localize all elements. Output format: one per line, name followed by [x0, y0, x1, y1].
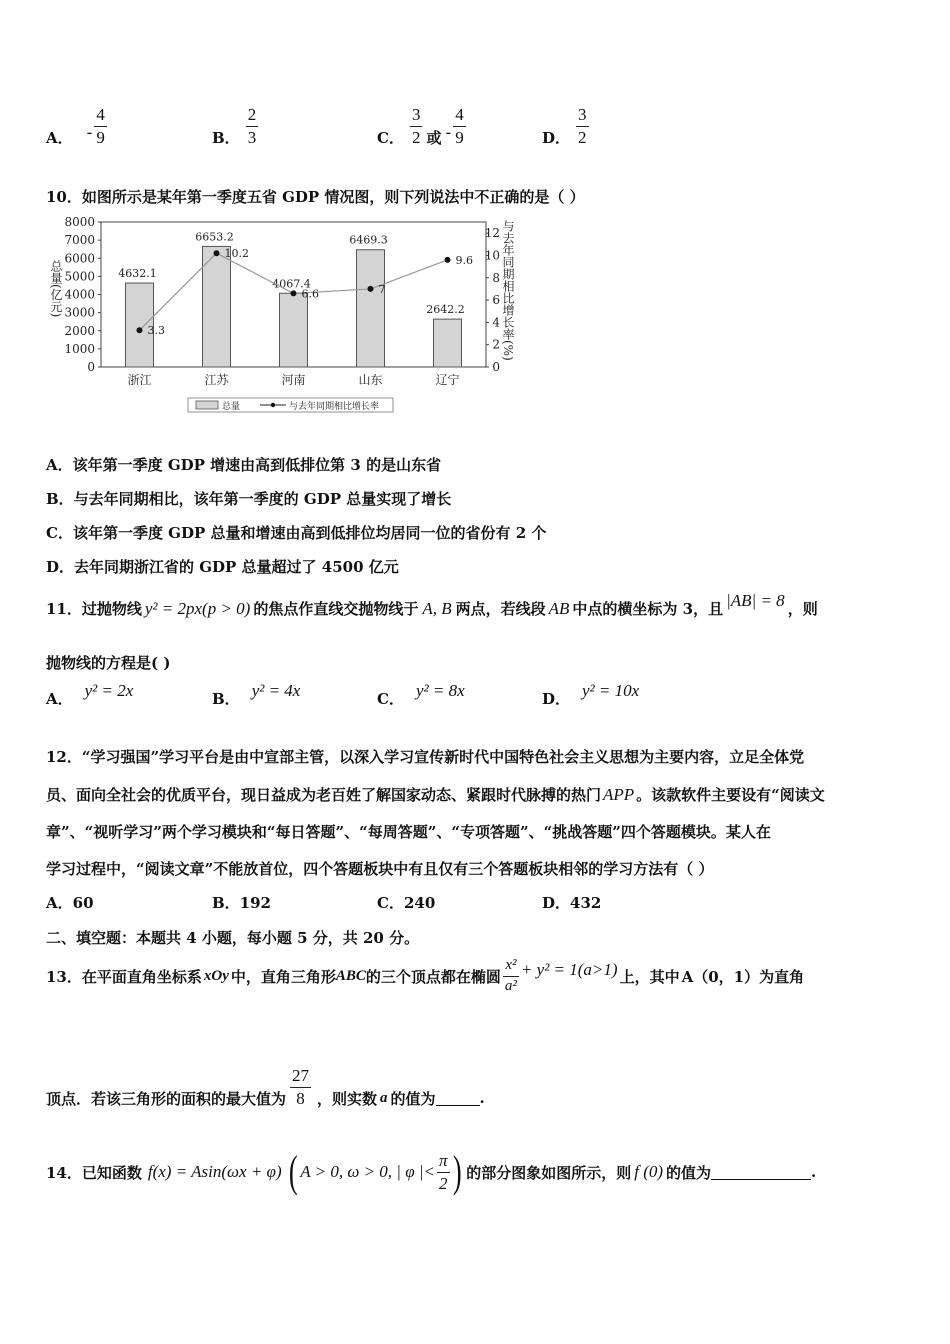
q13-text: 中，直角三角形 [230, 967, 336, 986]
y2-tick-label: 10 [484, 248, 500, 263]
section-heading: 二、填空题：本题共 4 小题，每小题 5 分，共 20 分。 [46, 929, 420, 947]
bar-value-label: 6653.2 [195, 230, 234, 244]
y-tick-label: 8000 [64, 215, 95, 229]
q13-text: 13．在平面直角坐标系 [46, 967, 202, 986]
answer-blank[interactable] [711, 1165, 811, 1180]
q11-text: 的焦点作直线交抛物线于 [253, 600, 419, 618]
q14-period: . [811, 1163, 817, 1181]
option-letter: A． [46, 128, 73, 147]
growth-label: 9.6 [455, 253, 473, 267]
x-tick-label: 浙江 [127, 373, 152, 387]
q11-stem-line1 [46, 590, 818, 619]
numerator: 4 [453, 106, 466, 127]
q14-text: 的值为 [666, 1163, 712, 1182]
denominator: 9 [96, 127, 105, 147]
denominator: 2 [411, 127, 421, 147]
growth-point [445, 257, 451, 263]
legend-label: 总量 [222, 402, 241, 412]
y2-tick-label: 6 [492, 293, 500, 308]
x-tick-label: 江苏 [204, 373, 229, 387]
option-equation: y² = 2x [84, 681, 134, 700]
numerator: 3 [410, 106, 423, 127]
y-tick-label: 5000 [64, 269, 95, 284]
growth-label: 7 [378, 282, 386, 296]
q9-option-c[interactable] [377, 100, 466, 152]
growth-point [368, 286, 374, 292]
y-tick-label: 3000 [64, 305, 95, 320]
q11-text: 两点，若线段 [455, 600, 546, 618]
q10-option-b[interactable]: B．与去年同期相比，该年第一季度的 GDP 总量实现了增长 [46, 490, 452, 508]
q12-line1: 12．“学习强国”学习平台是由中宣部主管，以深入学习宣传新时代中国特色社会主义思想为主要内容，立足全体党 [46, 748, 805, 766]
connector: 或 [426, 128, 442, 147]
ellipse-fraction [503, 958, 519, 995]
y2-tick-label: 4 [492, 315, 500, 330]
numerator: 4 [94, 106, 107, 127]
minus-sign: - [86, 123, 93, 143]
q13-line2 [46, 1062, 485, 1112]
option-letter: A． [46, 690, 73, 708]
option-letter: D． [542, 690, 571, 708]
numerator: 27 [290, 1067, 311, 1088]
denominator: 2 [439, 1173, 448, 1193]
q14-line [46, 1146, 816, 1198]
fraction [94, 106, 107, 147]
q13-line1 [46, 950, 804, 1002]
legend-line-marker [271, 403, 275, 407]
option-letter: D． [542, 128, 571, 147]
option-letter: B． [212, 128, 240, 147]
q11-text: 中点的横坐标为 3，且 [572, 600, 724, 618]
q11-option-c[interactable] [377, 681, 465, 709]
x-tick-label: 山东 [358, 373, 383, 387]
fraction [410, 106, 423, 147]
ellipse-equation: + y² = 1(a>1) [520, 960, 618, 979]
q13-text: ，则实数 [317, 1089, 378, 1108]
abc-term: ABC [335, 967, 366, 984]
numerator: π [437, 1152, 450, 1173]
option-letter: C． [377, 690, 404, 708]
fraction [576, 106, 589, 147]
y2-tick-label: 0 [492, 360, 500, 374]
x-tick-label: 辽宁 [435, 373, 460, 387]
numerator: x² [503, 958, 518, 977]
y2-axis-label: 与去年同期相比增长率(%) [501, 220, 515, 361]
q12-line2 [46, 784, 825, 805]
growth-label: 10.2 [224, 247, 249, 261]
q9-option-b[interactable] [212, 100, 258, 152]
parabola-equation: y² = 2px(p > 0) [144, 598, 251, 618]
q13-text: 的值为 [390, 1089, 436, 1108]
fraction [246, 106, 259, 147]
function-expression: f(x) = Asin(ωx + φ) [147, 1162, 282, 1181]
y2-tick-label: 8 [492, 270, 500, 285]
y-axis-label: 总量(亿元) [49, 260, 63, 318]
app-term: APP [603, 785, 635, 804]
q10-option-d[interactable]: D．去年同期浙江省的 GDP 总量超过了 4500 亿元 [46, 558, 399, 576]
q13-text: 的三个顶点都在椭圆 [365, 967, 501, 986]
segment-ab: AB [548, 598, 570, 618]
right-paren: ) [452, 1147, 462, 1196]
bar [280, 293, 308, 367]
y-tick-label: 6000 [64, 251, 95, 266]
denominator: a² [504, 977, 517, 994]
q9-option-a[interactable] [46, 100, 107, 152]
bar-value-label: 2642.2 [426, 303, 465, 317]
q11-option-d[interactable] [542, 681, 640, 709]
minus-sign: - [445, 123, 452, 143]
denominator: 9 [455, 127, 464, 147]
growth-point [291, 290, 297, 296]
option-equation: y² = 10x [582, 681, 640, 700]
q13-text: 顶点．若该三角形的面积的最大值为 [46, 1089, 287, 1108]
y-tick-label: 2000 [64, 323, 95, 338]
pi-fraction [437, 1152, 450, 1193]
q13-period: . [479, 1089, 485, 1107]
y2-tick-label: 12 [484, 226, 500, 241]
q12-text: 。该款软件主要设有“阅读文 [636, 786, 825, 804]
condition-expression: A > 0, ω > 0, | φ |< [300, 1162, 436, 1181]
q14-text: 的部分图象如图所示，则 [466, 1163, 632, 1182]
bar [357, 250, 385, 367]
q11-text: ，则 [787, 600, 818, 618]
legend-label: 与去年同期相比增长率 [289, 402, 380, 412]
growth-point [137, 327, 143, 333]
y-tick-label: 1000 [64, 341, 95, 356]
denominator: 8 [296, 1088, 305, 1108]
q10-option-a[interactable]: A．该年第一季度 GDP 增速由高到低排位第 3 的是山东省 [46, 456, 442, 474]
option-letter: C． [377, 128, 404, 147]
fraction [453, 106, 466, 147]
y-tick-label: 4000 [64, 287, 95, 302]
gdp-chart [46, 212, 546, 422]
q12-option-c[interactable]: C．240 [377, 894, 436, 912]
option-equation: y² = 8x [415, 681, 465, 700]
legend-bar-swatch [196, 401, 218, 409]
q13-text: A（0，1）为直角 [681, 967, 805, 986]
growth-point [214, 250, 220, 256]
f0-expression: f (0) [634, 1162, 664, 1181]
y2-tick-label: 2 [492, 337, 500, 352]
q9-option-d[interactable] [542, 100, 589, 152]
q11-option-a[interactable] [46, 681, 134, 709]
q11-prefix: 11．过抛物线 [46, 600, 142, 618]
q12-line4: 学习过程中，“阅读文章”不能放首位，四个答题板块中有且仅有三个答题板块相邻的学习方法有（ ） [46, 860, 714, 878]
q14-text: 14．已知函数 [46, 1163, 142, 1182]
y-tick-label: 0 [87, 360, 95, 374]
growth-label: 3.3 [147, 324, 165, 338]
var-a: a [380, 1089, 388, 1106]
points-ab: A, B [422, 598, 452, 618]
denominator: 3 [247, 127, 257, 147]
bar-value-label: 6469.3 [349, 233, 388, 247]
left-paren: ( [288, 1147, 298, 1196]
bar-value-label: 4067.4 [272, 277, 311, 291]
q11-option-b[interactable] [212, 681, 301, 709]
growth-label: 6.6 [301, 287, 319, 301]
q12-option-a[interactable]: A．60 [46, 894, 94, 912]
q13-text: 上，其中 [619, 967, 680, 986]
denominator: 2 [578, 127, 587, 147]
q12-option-d[interactable]: D．432 [542, 894, 602, 912]
q12-line3: 章”、“视听学习”两个学习模块和“每日答题”、“每周答题”、“专项答题”、“挑战答题”四个答题模块。某人在 [46, 823, 771, 841]
numerator: 3 [576, 106, 589, 127]
option-letter: B． [212, 690, 240, 708]
bar-value-label: 4632.1 [118, 267, 157, 281]
option-equation: y² = 4x [251, 681, 301, 700]
q10-stem: 10．如图所示是某年第一季度五省 GDP 情况图，则下列说法中不正确的是（ ） [46, 188, 585, 206]
x-tick-label: 河南 [281, 373, 306, 387]
area-fraction [290, 1067, 311, 1108]
y-tick-label: 7000 [64, 233, 95, 248]
answer-blank[interactable] [436, 1091, 480, 1106]
q10-option-c[interactable]: C．该年第一季度 GDP 总量和增速由高到低排位均居同一位的省份有 2 个 [46, 524, 547, 542]
numerator: 2 [246, 106, 259, 127]
q12-option-b[interactable]: B．192 [212, 894, 271, 912]
xoy-term: xOy [203, 967, 229, 984]
q11-stem-line2: 抛物线的方程是( ) [46, 654, 171, 672]
q12-text: 员、面向全社会的优质平台，现日益成为老百姓了解国家动态、紧跟时代脉搏的热门 [46, 786, 602, 804]
bar [203, 246, 231, 367]
ab-length: |AB| = 8 [726, 590, 785, 610]
bar [434, 319, 462, 367]
